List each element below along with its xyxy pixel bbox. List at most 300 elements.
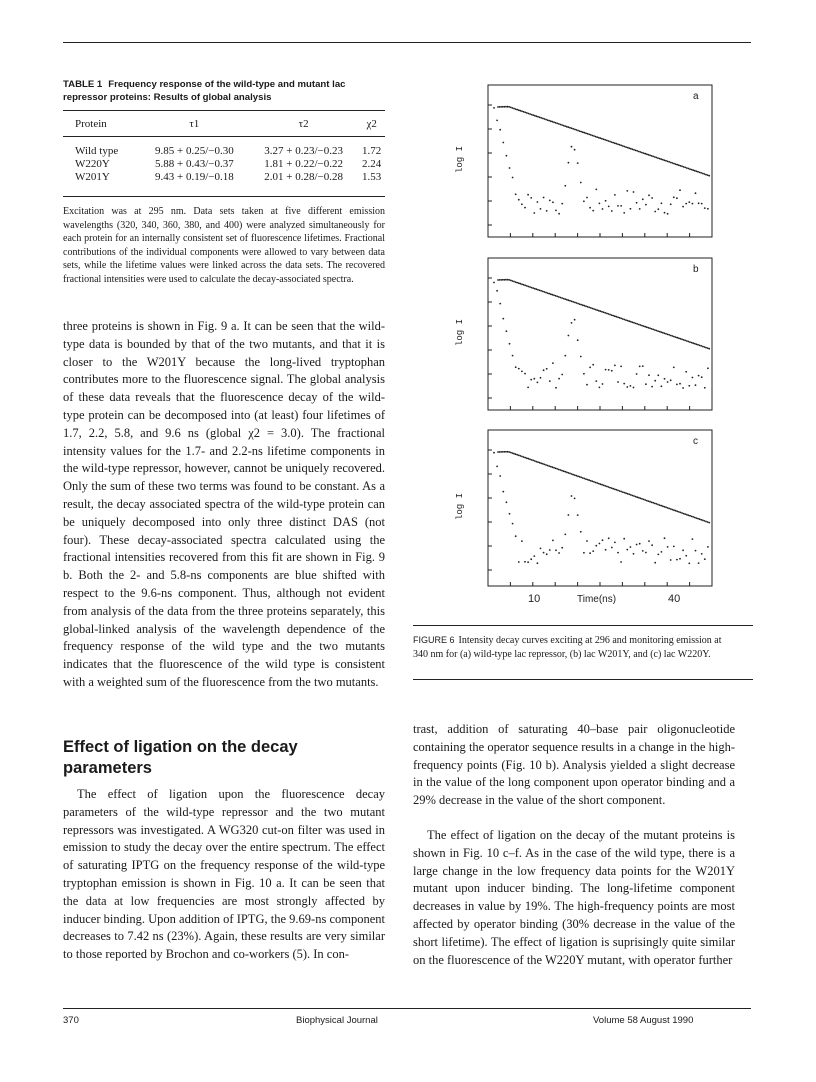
decay-point <box>620 145 622 147</box>
decay-point <box>523 456 525 458</box>
decay-point <box>657 330 659 332</box>
decay-point <box>699 518 701 520</box>
excitation-point <box>599 203 601 205</box>
decay-point <box>539 462 541 464</box>
decay-point <box>673 509 675 511</box>
decay-point <box>550 120 552 122</box>
decay-point <box>643 325 645 327</box>
excitation-point <box>506 330 508 332</box>
excitation-point <box>645 552 647 554</box>
excitation-point <box>648 194 650 196</box>
excitation-point <box>555 549 557 551</box>
decay-point <box>665 160 667 162</box>
decay-point <box>644 153 646 155</box>
decay-point <box>593 135 595 137</box>
decay-point <box>630 148 632 150</box>
excitation-point <box>583 552 585 554</box>
excitation-point <box>630 385 632 387</box>
decay-point <box>627 493 629 495</box>
excitation-point <box>630 208 632 210</box>
decay-point <box>702 346 704 348</box>
decay-point <box>544 464 546 466</box>
excitation-point <box>608 369 610 371</box>
decay-point <box>672 509 674 511</box>
decay-point <box>584 305 586 307</box>
decay-point <box>675 510 677 512</box>
excitation-point <box>555 210 557 212</box>
decay-point <box>529 458 531 460</box>
decay-point <box>668 508 670 510</box>
excitation-point <box>633 191 635 193</box>
excitation-point <box>502 491 504 493</box>
decay-point <box>686 514 688 516</box>
decay-point <box>566 299 568 301</box>
table-title: Frequency response of the wild-type and mutant lac repressor proteins: Results of global analysis <box>63 79 346 103</box>
excitation-point <box>549 200 551 202</box>
excitation-point <box>614 194 616 196</box>
decay-point <box>664 159 666 161</box>
excitation-point <box>620 205 622 207</box>
decay-point <box>652 329 654 331</box>
decay-point <box>635 150 637 152</box>
table-1 <box>63 113 385 184</box>
excitation-point <box>496 120 498 122</box>
decay-point <box>542 463 544 465</box>
decay-point <box>515 108 517 110</box>
decay-point <box>499 279 501 281</box>
decay-point <box>651 328 653 330</box>
decay-point <box>508 279 510 281</box>
decay-point <box>579 130 581 132</box>
page-number: 370 <box>63 1015 79 1026</box>
excitation-point <box>673 546 675 548</box>
excitation-point <box>642 198 644 200</box>
excitation-point <box>670 203 672 205</box>
decay-point <box>616 489 618 491</box>
excitation-point <box>620 561 622 563</box>
decay-point <box>649 501 651 503</box>
excitation-point <box>701 203 703 205</box>
decay-point <box>651 155 653 157</box>
excitation-point <box>580 182 582 184</box>
decay-point <box>633 495 635 497</box>
decay-point <box>636 496 638 498</box>
decay-point <box>529 286 531 288</box>
excitation-point <box>636 373 638 375</box>
decay-point <box>555 467 557 469</box>
decay-point <box>547 292 549 294</box>
excitation-point <box>605 549 607 551</box>
excitation-point <box>589 207 591 209</box>
excitation-point <box>667 546 669 548</box>
decay-point <box>672 162 674 164</box>
decay-point <box>504 279 506 281</box>
excitation-point <box>704 207 706 209</box>
decay-point <box>579 303 581 305</box>
decay-point <box>681 512 683 514</box>
excitation-point <box>552 362 554 364</box>
panel-frame <box>488 430 712 586</box>
decay-point <box>612 315 614 317</box>
decay-point <box>676 164 678 166</box>
table-cell: 3.27 + 0.23/−0.23 <box>264 145 343 157</box>
excitation-point <box>692 538 694 540</box>
excitation-point <box>521 203 523 205</box>
excitation-point <box>586 197 588 199</box>
decay-point <box>640 324 642 326</box>
excitation-point <box>577 162 579 164</box>
decay-point <box>502 451 504 453</box>
excitation-point <box>577 514 579 516</box>
decay-point <box>622 318 624 320</box>
decay-point <box>563 298 565 300</box>
decay-point <box>528 458 530 460</box>
decay-point <box>620 318 622 320</box>
table-cell: 5.88 + 0.43/−0.37 <box>154 158 234 170</box>
decay-point <box>680 512 682 514</box>
excitation-point <box>524 207 526 209</box>
decay-point <box>664 332 666 334</box>
decay-point <box>595 136 597 138</box>
decay-point <box>504 451 506 453</box>
decay-point <box>598 310 600 312</box>
decay-point <box>540 462 542 464</box>
excitation-point <box>617 552 619 554</box>
decay-point <box>555 295 557 297</box>
decay-point <box>502 106 504 108</box>
decay-point <box>603 484 605 486</box>
panel-frame <box>488 85 712 237</box>
table-header: Protein <box>75 118 107 130</box>
excitation-point <box>611 210 613 212</box>
excitation-point <box>670 559 672 561</box>
decay-point <box>628 320 630 322</box>
decay-point <box>534 288 536 290</box>
decay-point <box>675 163 677 165</box>
excitation-point <box>518 199 520 201</box>
decay-point <box>601 311 603 313</box>
excitation-point <box>636 544 638 546</box>
decay-point <box>604 139 606 141</box>
decay-point <box>537 461 539 463</box>
excitation-point <box>676 559 678 561</box>
excitation-point <box>533 378 535 380</box>
decay-point <box>694 343 696 345</box>
decay-point <box>598 483 600 485</box>
decay-point <box>532 287 534 289</box>
decay-point <box>643 152 645 154</box>
decay-point <box>569 300 571 302</box>
figure-6 <box>405 0 745 625</box>
decay-point <box>596 482 598 484</box>
decay-point <box>507 451 509 453</box>
decay-point <box>630 494 632 496</box>
decay-point <box>547 465 549 467</box>
excitation-point <box>561 374 563 376</box>
panel-letter: b <box>693 264 699 275</box>
excitation-point <box>707 367 709 369</box>
table-cell: W220Y <box>75 158 110 170</box>
y-axis-label: log I <box>455 145 465 173</box>
excitation-point <box>561 547 563 549</box>
decay-point <box>678 164 680 166</box>
decay-point <box>627 320 629 322</box>
excitation-point <box>623 383 625 385</box>
excitation-point <box>692 377 694 379</box>
decay-point <box>584 478 586 480</box>
excitation-point <box>571 322 573 324</box>
decay-point <box>500 279 502 281</box>
decay-point <box>609 314 611 316</box>
decay-point <box>516 454 518 456</box>
excitation-point <box>642 550 644 552</box>
decay-point <box>531 114 533 116</box>
decay-point <box>619 317 621 319</box>
decay-point <box>689 168 691 170</box>
y-axis-label: log I <box>455 318 465 346</box>
decay-point <box>665 333 667 335</box>
decay-point <box>544 291 546 293</box>
decay-point <box>512 280 514 282</box>
section-heading: Effect of ligation on the decay parameters <box>63 738 298 777</box>
decay-point <box>582 304 584 306</box>
decay-point <box>624 492 626 494</box>
decay-point <box>568 126 570 128</box>
excitation-point <box>623 212 625 214</box>
excitation-point <box>602 208 604 210</box>
decay-point <box>708 348 710 350</box>
figure-caption-text: Intensity decay curves exciting at 296 and monitoring emission at 340 nm for (a) wild-type lac repressor, (b) lac W201Y, and (c) lac W220Y. <box>413 635 722 660</box>
excitation-point <box>639 208 641 210</box>
decay-point <box>588 134 590 136</box>
excitation-point <box>568 335 570 337</box>
decay-point <box>656 157 658 159</box>
decay-point <box>595 482 597 484</box>
decay-point <box>649 327 651 329</box>
figure-caption-bottom-rule <box>413 679 753 680</box>
decay-point <box>672 335 674 337</box>
table-header: χ2 <box>366 118 377 130</box>
decay-point <box>524 457 526 459</box>
excitation-point <box>540 548 542 550</box>
decay-point <box>644 499 646 501</box>
decay-point <box>561 470 563 472</box>
decay-point <box>691 516 693 518</box>
decay-point <box>705 174 707 176</box>
decay-point <box>692 169 694 171</box>
decay-point <box>560 469 562 471</box>
excitation-point <box>571 495 573 497</box>
decay-point <box>539 116 541 118</box>
excitation-point <box>564 185 566 187</box>
excitation-point <box>685 203 687 205</box>
excitation-point <box>664 537 666 539</box>
decay-point <box>576 302 578 304</box>
decay-point <box>609 487 611 489</box>
decay-point <box>606 486 608 488</box>
decay-point <box>697 171 699 173</box>
decay-point <box>632 148 634 150</box>
decay-point <box>569 127 571 129</box>
figure-caption <box>413 634 735 661</box>
excitation-point <box>704 387 706 389</box>
decay-point <box>662 159 664 161</box>
decay-point <box>696 170 698 172</box>
decay-point <box>608 313 610 315</box>
decay-point <box>582 477 584 479</box>
decay-point <box>497 451 499 453</box>
decay-point <box>574 129 576 131</box>
decay-point <box>577 130 579 132</box>
decay-point <box>590 307 592 309</box>
decay-point <box>681 338 683 340</box>
decay-point <box>700 172 702 174</box>
decay-point <box>585 478 587 480</box>
decay-point <box>528 286 530 288</box>
decay-point <box>526 285 528 287</box>
table-footnote: Excitation was at 295 nm. Data sets taken at five different emission wavelengths (320, 340, 360, 380, and 400) were analyzed simultaneously for each protein for an internally consistent set of fluorescence lifetimes. Fractional contributions of the individual components were allowed to vary between data sets, while the lifetime values were linked across the data sets. The recovered fractional intensities were used to calculate the decay-associated spectra. <box>63 206 385 285</box>
decay-point <box>657 157 659 159</box>
decay-point <box>684 513 686 515</box>
decay-point <box>585 305 587 307</box>
decay-point <box>635 323 637 325</box>
excitation-point <box>496 466 498 468</box>
excitation-point <box>515 535 517 537</box>
decay-point <box>556 123 558 125</box>
decay-point <box>684 167 686 169</box>
panel-letter: c <box>693 436 698 447</box>
excitation-point <box>546 368 548 370</box>
decay-point <box>601 138 603 140</box>
decay-point <box>657 504 659 506</box>
excitation-point <box>568 514 570 516</box>
decay-point <box>680 165 682 167</box>
excitation-point <box>555 387 557 389</box>
excitation-point <box>673 367 675 369</box>
excitation-point <box>592 550 594 552</box>
table-row <box>63 171 385 184</box>
table-cell: 1.72 <box>362 145 382 157</box>
decay-point <box>526 112 528 114</box>
excitation-point <box>568 162 570 164</box>
excitation-point <box>661 385 663 387</box>
table-cell: 1.53 <box>362 171 382 183</box>
decay-point <box>563 125 565 127</box>
decay-point <box>580 131 582 133</box>
excitation-point <box>608 537 610 539</box>
decay-point <box>686 340 688 342</box>
decay-point <box>553 121 555 123</box>
excitation-point <box>626 190 628 192</box>
excitation-point <box>676 197 678 199</box>
excitation-point <box>657 374 659 376</box>
decay-point <box>612 142 614 144</box>
decay-point <box>638 497 640 499</box>
decay-point <box>510 280 512 282</box>
decay-point <box>524 112 526 114</box>
excitation-point <box>623 538 625 540</box>
decay-point <box>688 514 690 516</box>
table-caption <box>63 78 383 104</box>
decay-point <box>617 316 619 318</box>
decay-point <box>572 474 574 476</box>
decay-point <box>558 123 560 125</box>
excitation-point <box>654 211 656 213</box>
decay-point <box>683 339 685 341</box>
decay-point <box>512 107 514 109</box>
decay-point <box>708 175 710 177</box>
decay-point <box>680 338 682 340</box>
decay-point <box>611 141 613 143</box>
decay-point <box>707 521 709 523</box>
excitation-point <box>518 368 520 370</box>
decay-point <box>584 132 586 134</box>
decay-point <box>536 288 538 290</box>
decay-point <box>571 473 573 475</box>
decay-point <box>592 135 594 137</box>
excitation-point <box>493 107 495 109</box>
excitation-point <box>633 553 635 555</box>
decay-point <box>592 308 594 310</box>
decay-point <box>576 129 578 131</box>
decay-point <box>643 499 645 501</box>
x-tick-label: 40 <box>668 593 681 605</box>
decay-point <box>630 321 632 323</box>
excitation-point <box>651 197 653 199</box>
decay-point <box>704 173 706 175</box>
decay-point <box>497 279 499 281</box>
decay-point <box>692 342 694 344</box>
decay-point <box>544 118 546 120</box>
decay-point <box>561 297 563 299</box>
excitation-point <box>654 562 656 564</box>
panel-letter: a <box>693 91 699 102</box>
decay-point <box>633 322 635 324</box>
decay-point <box>638 324 640 326</box>
decay-point <box>702 173 704 175</box>
decay-point <box>652 156 654 158</box>
excitation-point <box>599 543 601 545</box>
excitation-point <box>506 501 508 503</box>
decay-point <box>614 488 616 490</box>
excitation-point <box>574 498 576 500</box>
decay-point <box>604 312 606 314</box>
decay-point <box>611 314 613 316</box>
decay-point <box>616 143 618 145</box>
decay-point <box>564 471 566 473</box>
decay-point <box>659 331 661 333</box>
decay-point <box>704 346 706 348</box>
decay-point <box>510 452 512 454</box>
decay-point <box>603 138 605 140</box>
decay-point <box>683 166 685 168</box>
decay-point <box>520 455 522 457</box>
decay-point <box>512 452 514 454</box>
excitation-point <box>583 200 585 202</box>
decay-point <box>627 147 629 149</box>
excitation-point <box>685 555 687 557</box>
decay-point <box>505 279 507 281</box>
excitation-point <box>509 513 511 515</box>
decay-point <box>612 488 614 490</box>
decay-point <box>619 144 621 146</box>
excitation-point <box>698 562 700 564</box>
decay-point <box>648 327 650 329</box>
decay-point <box>604 485 606 487</box>
excitation-point <box>571 146 573 148</box>
decay-point <box>556 296 558 298</box>
excitation-point <box>617 381 619 383</box>
